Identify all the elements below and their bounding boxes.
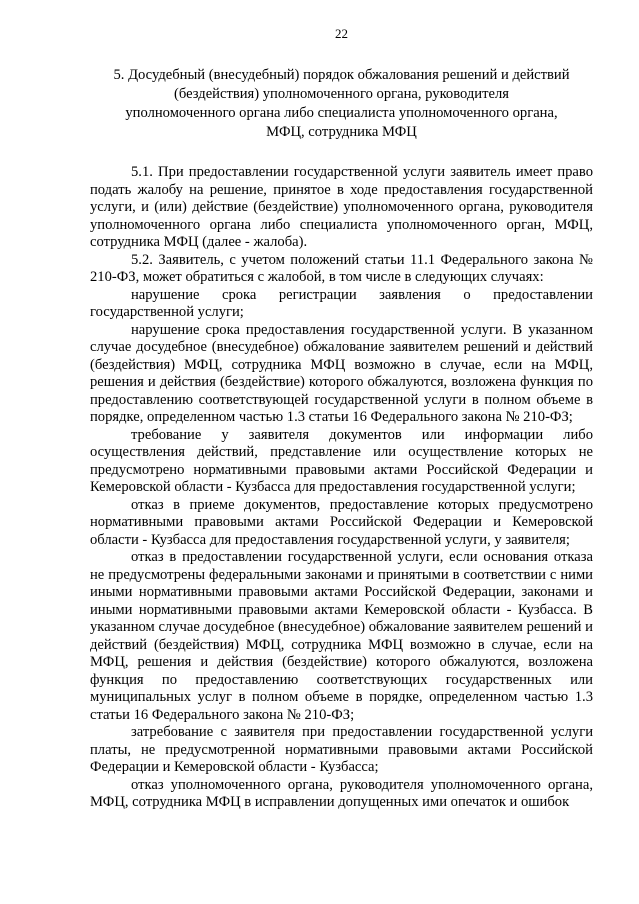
section-title-line: 5. Досудебный (внесудебный) порядок обжалования решений и действий	[113, 67, 570, 83]
page-number: 22	[335, 26, 348, 41]
section-title	[90, 66, 593, 142]
case-item: требование у заявителя документов или информации либо осуществления действий, представление или осуществление которых не предусмотрено нормативными правовыми актами Российской Федерации и Кемеровской области - Кузбасса для предоставления государственной услуги;	[90, 426, 593, 495]
section-title-line: уполномоченного органа либо специалиста уполномоченного органа,	[125, 105, 558, 121]
paragraph-5-2: 5.2. Заявитель, с учетом положений статьи 11.1 Федерального закона № 210-ФЗ, может обратиться с жалобой, в том числе в следующих случаях:	[90, 251, 593, 285]
case-item: отказ уполномоченного органа, руководителя уполномоченного органа, МФЦ, сотрудника МФЦ в исправлении допущенных ими опечаток и ошибок	[90, 776, 593, 810]
case-item: нарушение срока предоставления государственной услуги. В указанном случае досудебное (внесудебное) обжалование заявителем решений и действий (бездействия) МФЦ, сотрудника МФЦ возможно в случае, если на МФЦ, решения и действия (бездействие) которого обжалуются, возложена функция по предоставлению соответствующей государственной услуги в полном объеме в порядке, определенном частью 1.3 статьи 16 Федерального закона № 210-ФЗ;	[90, 321, 593, 425]
section-title-line: (бездействия) уполномоченного органа, руководителя	[174, 86, 509, 102]
case-item: отказ в предоставлении государственной услуги, если основания отказа не предусмотрены федеральными законами и принятыми в соответствии с ними иными нормативными правовыми актами Российской Федерации, законами и иными нормативными правовыми актами Кемеровской области - Кузбасса. В указанном случае досудебное (внесудебное) обжалование заявителем решений и действий (бездействия) МФЦ, сотрудника МФЦ возможно в случае, если на МФЦ, решения и действия (бездействие) которого обжалуются, возложена функция по предоставлению соответствующих государственных или муниципальных услуг в полном объеме в порядке, определенном частью 1.3 статьи 16 Федерального закона № 210-ФЗ;	[90, 549, 593, 723]
paragraph-5-1: 5.1. При предоставлении государственной услуги заявитель имеет право подать жалобу на решение, принятое в ходе предоставления государственной услуги, и (или) действие (бездействие) уполномоченного органа, руководителя уполномоченного органа либо специалиста уполномоченного орган, МФЦ, сотрудника МФЦ (далее - жалоба).	[90, 164, 593, 250]
case-item: отказ в приеме документов, предоставление которых предусмотрено нормативными правовыми актами Российской Федерации и Кемеровской области - Кузбасса для предоставления государственной услуги, у заявителя;	[90, 496, 593, 548]
section-title-line: МФЦ, сотрудника МФЦ	[266, 124, 417, 140]
case-item: нарушение срока регистрации заявления о предоставлении государственной услуги;	[90, 286, 593, 320]
case-item: затребование с заявителя при предоставлении государственной услуги платы, не предусмотренной нормативными правовыми актами Российской Федерации и Кемеровской области - Кузбасса;	[90, 724, 593, 775]
